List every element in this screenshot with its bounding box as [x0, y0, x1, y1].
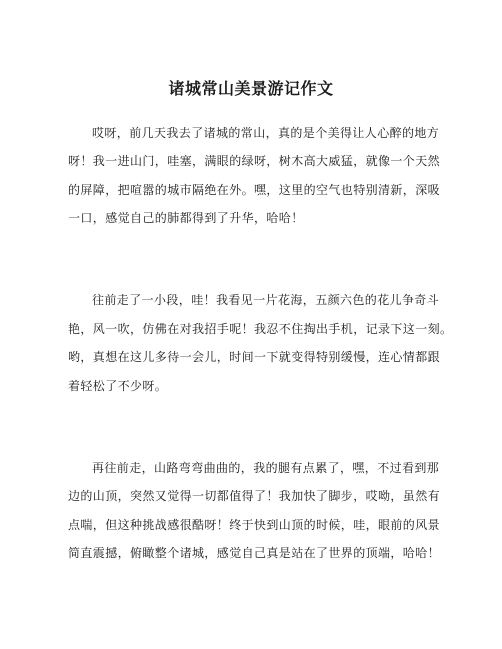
document-title: 诸城常山美景游记作文	[168, 79, 334, 98]
paragraph-line: 呀！我一进山门，哇塞，满眼的绿呀，树木高大威猛，就像一个天然	[68, 154, 441, 168]
paragraph-line: 哟，真想在这儿多待一会儿，时间一下就变得特别缓慢，连心情都跟	[68, 350, 441, 364]
paragraph-line: 的屏障，把喧嚣的城市隔绝在外。嘿，这里的空气也特别清新，深吸	[68, 183, 441, 197]
paragraph-line: 艳，风一吹，仿佛在对我招手呢！我忍不住掏出手机，记录下这一刻。	[68, 322, 453, 336]
paragraph-line: 边的山顶，突然又觉得一切都值得了！我加快了脚步，哎呦，虽然有	[68, 489, 441, 503]
paragraph-line: 哎呀，前几天我去了诸城的常山，真的是个美得让人心醉的地方	[92, 126, 440, 140]
paragraph-line: 点喘，但这种挑战感很酷呀！终于快到山顶的时候，哇，眼前的风景	[68, 518, 441, 532]
paragraph-line: 着轻松了不少呀。	[68, 379, 168, 393]
paragraph-line: 一口，感觉自己的肺都得到了升华，哈哈！	[68, 211, 304, 225]
paragraph-line: 往前走了一小段，哇！我看见一片花海，五颜六色的花儿争奇斗	[92, 293, 440, 307]
paragraph-line: 简直震撼，俯瞰整个诸城，感觉自己真是站在了世界的顶端，哈哈！	[68, 546, 441, 560]
paragraph-line: 再往前走，山路弯弯曲曲的，我的腿有点累了，嘿，不过看到那	[92, 461, 440, 475]
